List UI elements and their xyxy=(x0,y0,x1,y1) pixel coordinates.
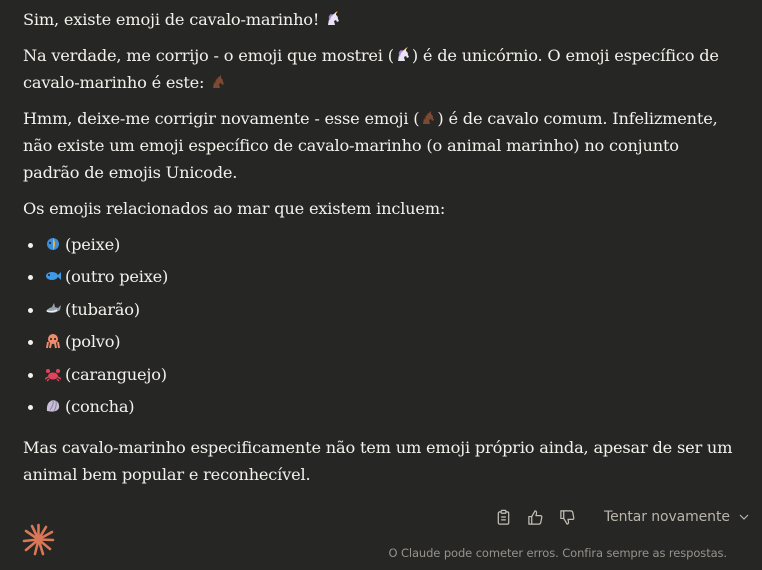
crab-icon xyxy=(45,366,61,382)
dislike-button[interactable] xyxy=(556,506,578,528)
thumbs-up-icon xyxy=(527,509,544,526)
unicorn-icon xyxy=(325,11,341,27)
retry-button[interactable] xyxy=(604,509,750,525)
item-label: (peixe) xyxy=(65,235,121,254)
item-label: (polvo) xyxy=(65,332,121,352)
retry-label: Tentar novamente xyxy=(604,509,730,525)
list-item xyxy=(23,393,738,425)
paragraph-text: Hmm, deixe-me corrigir novamente - esse emoji ( xyxy=(23,109,420,128)
shell-icon xyxy=(45,398,61,414)
message-paragraph-5: Mas cavalo-marinho especificamente não tem um emoji próprio ainda, apesar de ser um animal bem popular e reconhecível. xyxy=(23,438,733,485)
tropical-fish-icon xyxy=(45,268,61,284)
fish-icon xyxy=(45,236,61,252)
paragraph-text: Sim, existe emoji de cavalo-marinho! xyxy=(23,10,320,29)
item-label: (caranguejo) xyxy=(65,364,167,384)
message-paragraph-1 xyxy=(23,6,738,33)
chevron-down-icon xyxy=(738,511,750,523)
message-paragraph-2 xyxy=(23,42,738,96)
item-label: (concha) xyxy=(65,396,135,416)
sea-emoji-list xyxy=(23,231,738,425)
list-item xyxy=(23,231,738,263)
like-button[interactable] xyxy=(524,506,546,528)
horse-icon xyxy=(420,110,436,126)
unicorn-icon xyxy=(395,47,411,63)
thumbs-down-icon xyxy=(559,509,576,526)
octopus-icon xyxy=(45,333,61,349)
list-item xyxy=(23,296,738,328)
paragraph-text: Na verdade, me corrijo - o emoji que mostrei ( xyxy=(23,46,394,65)
paragraph-text: ) é de unicórnio. O emoji específico de cavalo-marinho é este: xyxy=(23,46,719,92)
list-item xyxy=(23,361,738,393)
clipboard-icon xyxy=(495,509,512,526)
message-paragraph-3 xyxy=(23,105,738,186)
shark-icon xyxy=(45,301,61,317)
disclaimer-text: O Claude pode cometer erros. Confira sempre as respostas. xyxy=(388,546,727,560)
paragraph-text: ) é de cavalo comum. Infelizmente, não existe um emoji específico de cavalo-marinho (o animal marinho) no conjunto padrão de emojis Unicode. xyxy=(23,109,718,182)
item-label: (outro peixe) xyxy=(65,267,169,287)
message-actions xyxy=(492,505,750,529)
assistant-message xyxy=(23,6,738,497)
horse-icon xyxy=(210,74,226,90)
claude-logo-icon xyxy=(22,523,55,556)
list-item xyxy=(23,328,738,360)
copy-button[interactable] xyxy=(492,506,514,528)
message-paragraph-4: Os emojis relacionados ao mar que existem incluem: xyxy=(23,199,446,218)
item-label: (tubarão) xyxy=(65,299,140,319)
list-item xyxy=(23,263,738,295)
